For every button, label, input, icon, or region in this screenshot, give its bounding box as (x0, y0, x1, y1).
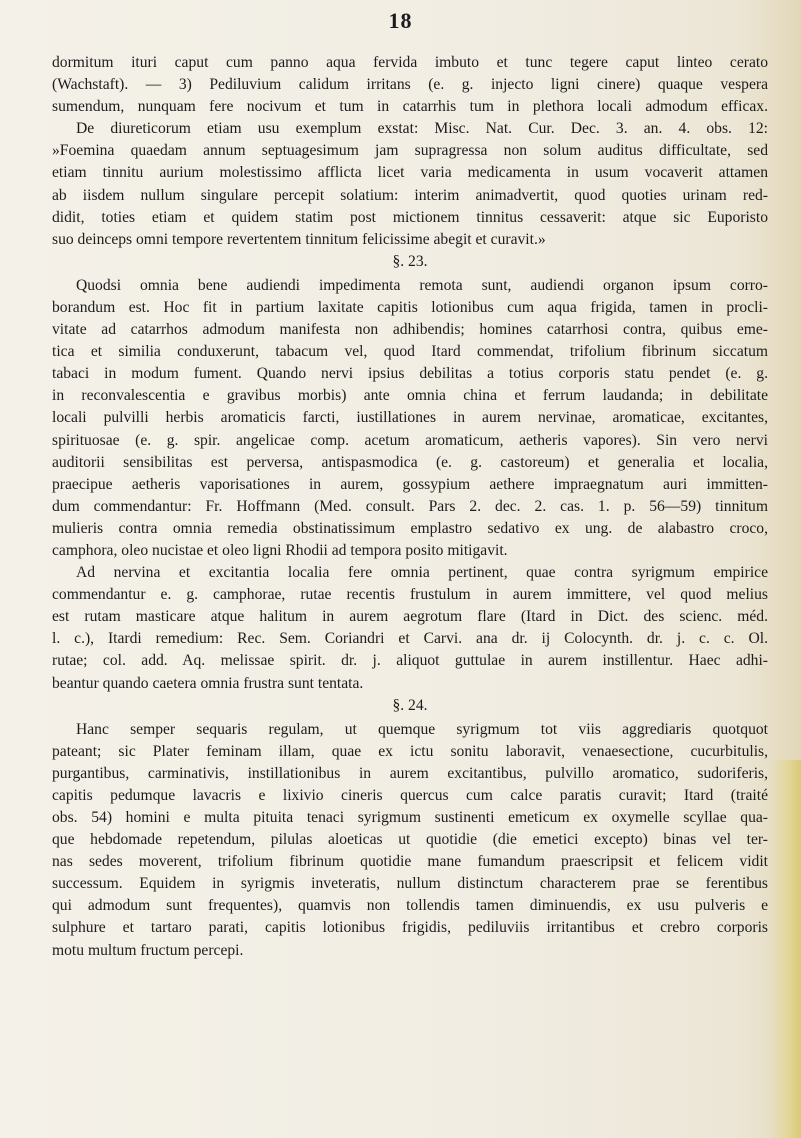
text-line: vitate ad catarrhos admodum manifesta non adhibendis; homines catarrhosi contra, quibus eme- (52, 321, 768, 339)
text-line: est rutam masticare atque halitum in aurem aegrotum flare (Itard in Dict. des scienc. méd. (52, 608, 768, 626)
text-line: in reconvalescentia e gravibus morbis) ante omnia china et ferrum laudanda; in debilitate (52, 387, 768, 405)
text-line: qui admodum sunt frequentes), quamvis non tollendis tamen diminuendis, ex usu pulveris e (52, 897, 768, 915)
text-line: l. c.), Itardi remedium: Rec. Sem. Coriandri et Carvi. ana dr. ij Colocynth. dr. j. c. c. Ol. (52, 630, 768, 648)
page-number: 18 (388, 8, 413, 33)
text-line: didit, toties etiam et quidem statim post mictionem tinnitus cessaverit: atque sic Euporisto (52, 208, 768, 226)
text-line: purgantibus, carminativis, instillationibus in aurem excitantibus, pulvillo aromatico, sudoriferis, (52, 764, 768, 782)
text-line: motu multum fructum percepi. (52, 941, 244, 959)
text-line: sulphure et tartaro parati, capitis lotionibus frigidis, pediluviis irritantibus et crebro corporis (52, 919, 768, 937)
text-line: beantur quando caetera omnia frustra sunt tentata. (52, 674, 364, 692)
text-line: locali pulvilli herbis aromaticis farcti, iustillationes in aurem nervinae, aromaticae, excitantes, (52, 409, 768, 427)
section-heading: §. 24. (392, 696, 428, 714)
text-line: Ad nervina et excitantia localia fere omnia pertinent, quae contra syrigmum empirice (76, 564, 768, 582)
body-text (52, 52, 768, 962)
text-line: sumendum, nunquam fere nocivum et tum in catarrhis tum in plethora locali admodum efficax. (52, 98, 768, 116)
text-line: suo deinceps omni tempore revertentem tinnitum felicissime abegit et curavit.» (52, 230, 546, 248)
text-line: mulieris contra omnia remedia obstinatissimum emplastro sedativo ex ung. de alabastro croco, (52, 519, 768, 537)
text-line: pateant; sic Plater feminam illam, quae ex ictu sonitu laboravit, venaesectione, cucurbitulis, (52, 742, 768, 760)
text-line: capitis pedumque lavacris e lixivio cineris quercus cum calce paratis curavit; Itard (traité (52, 786, 768, 804)
text-line: praecipue aetheris vaporisationes in aurem, gossypium aethere impraegnatum auri immitten- (52, 475, 768, 493)
section-heading: §. 23. (392, 252, 428, 270)
paper-stain (771, 760, 801, 1138)
text-line: que hebdomade repetendum, pilulas aloeticas ut quotidie (die emetici excepto) binas vel ter- (52, 831, 768, 849)
text-line: successum. Equidem in syrigmis inveteratis, nullum distinctum characterem prae se ferentibus (52, 875, 768, 893)
text-line: spirituosae (e. g. spir. angelicae comp. acetum aromaticum, aetheris vapores). Sin vero nervi (52, 431, 768, 449)
text-line: tabaci in modum fument. Quando nervi ipsius debilitas a totius corporis statu pendet (e. g. (52, 365, 768, 383)
text-line: camphora, oleo nucistae et oleo ligni Rhodii ad tempora posito mitigavit. (52, 541, 508, 559)
text-line: tica et similia conduxerunt, tabacum vel, quod Itard commendat, trifolium fibrinum siccatum (52, 343, 768, 361)
text-line: rutae; col. add. Aq. melissae spirit. dr. j. aliquot guttulae in aurem instillentur. Haec adhi- (52, 652, 768, 670)
text-line: »Foemina quaedam annum septuagesimum jam supragressa non solum auditus difficultate, sed (52, 142, 768, 160)
text-line: ab iisdem nullum singulare percepit solatium: interim animadvertit, quod quoties urinam red- (52, 186, 768, 204)
text-line: dormitum ituri caput cum panno aqua fervida imbuto et tunc tegere caput linteo cerato (52, 54, 768, 71)
text-line: commendantur e. g. camphorae, rutae recentis frustulum in aurem immittere, vel quod melius (52, 586, 768, 604)
text-line: Hanc semper sequaris regulam, ut quemque syrigmum tot viis aggrediaris quotquot (76, 720, 768, 738)
text-line: (Wachstaft). — 3) Pediluvium calidum irritans (e. g. injecto ligni cinere) quaque vespera (52, 76, 768, 94)
text-line: borandum est. Hoc fit in partium laxitate capitis lotionibus cum aqua frigida, tamen in procli- (52, 298, 768, 316)
text-line: De diureticorum etiam usu exemplum exstat: Misc. Nat. Cur. Dec. 3. an. 4. obs. 12: (76, 120, 768, 138)
text-line: nas sedes moverent, trifolium fibrinum quotidie mane fumandum praescripsit et felicem vidit (52, 853, 768, 871)
text-line: dum commendantur: Fr. Hoffmann (Med. consult. Pars 2. dec. 2. cas. 1. p. 56—59) tinnitum (52, 497, 768, 515)
text-line: auditorii sensibilitas est perversa, antispasmodica (e. g. castoreum) et generalia et localia, (52, 453, 768, 471)
text-line: Quodsi omnia bene audiendi impedimenta remota sunt, audiendi organon ipsum corro- (76, 276, 768, 294)
text-line: etiam tinnitu aurium molestissimo afflicta licet varia medicamenta in usum vocaverit attamen (52, 164, 768, 182)
text-line: obs. 54) homini e multa pituita tenaci syrigmum sustinenti emeticum ex oxymelle scyllae qua- (52, 809, 768, 826)
